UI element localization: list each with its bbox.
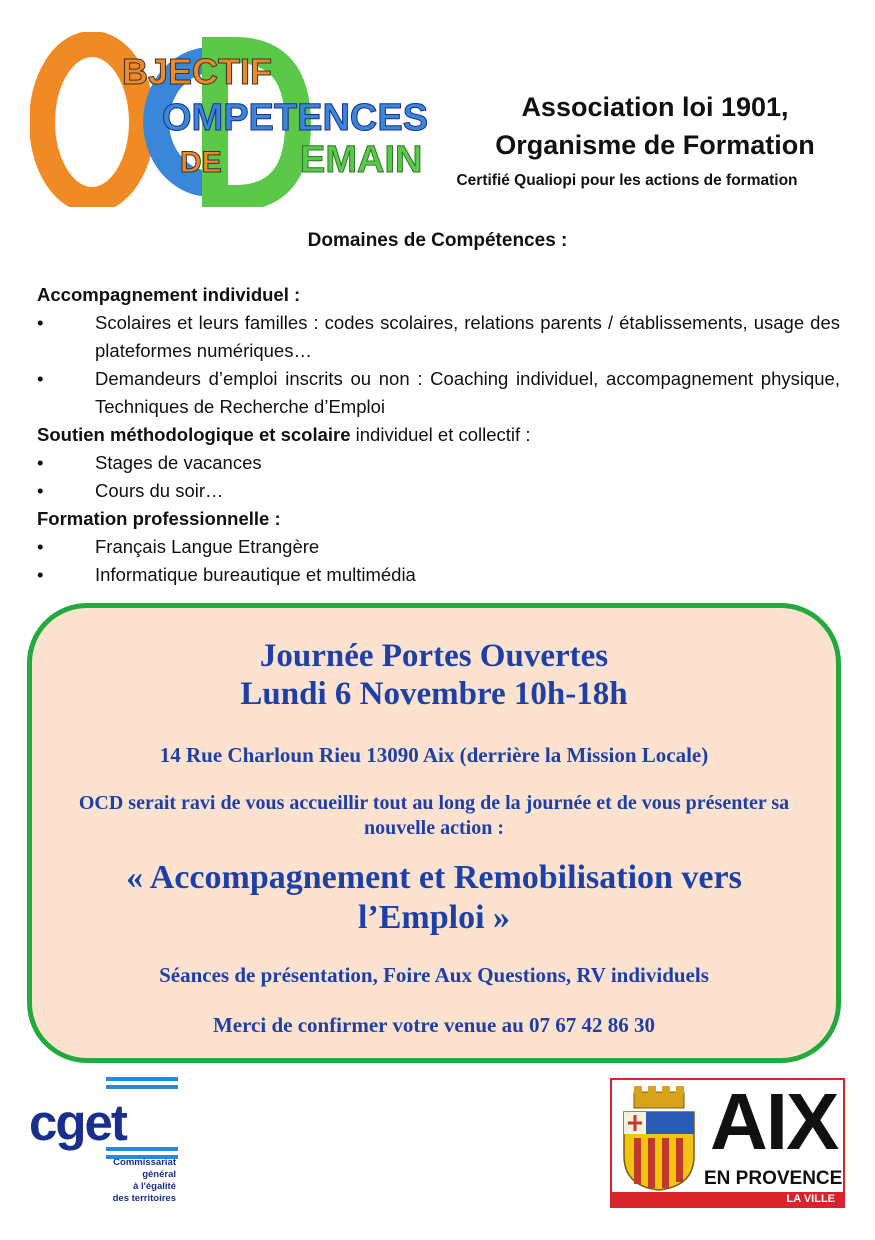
bullet-icon: •	[37, 312, 44, 333]
header-association: Association loi 1901,	[521, 92, 789, 122]
open-day-address: 14 Rue Charloun Rieu 13090 Aix (derrière la Mission Locale)	[159, 743, 709, 767]
domains-title: Domaines de Compétences :	[307, 230, 568, 251]
open-day-box	[27, 603, 841, 1063]
open-day-confirm: Merci de confirmer votre venue au 07 67 42 86 30	[212, 1013, 656, 1037]
crest-icon	[620, 1086, 698, 1192]
cget-word: cget	[29, 1094, 126, 1151]
cget-logo	[24, 1075, 184, 1215]
cget-stripe	[106, 1085, 178, 1089]
section-heading: Accompagnement individuel :	[37, 284, 301, 305]
section-heading: Soutien méthodologique et scolaire individuel et collectif :	[37, 424, 531, 445]
bullet-icon: •	[37, 536, 44, 557]
open-day-action: « Accompagnement et Remobilisation vers l’Emploi »	[126, 859, 742, 936]
bullet-icon: •	[37, 452, 44, 473]
list-item: • Informatique bureautique et multimédia	[37, 561, 840, 589]
aix-logo	[610, 1078, 845, 1208]
open-day-title: Journée Portes Ouvertes	[259, 638, 609, 674]
aix-wordmark: AIX	[710, 1077, 838, 1166]
logo-line3a: DE	[180, 146, 222, 179]
list-item: • Stages de vacances	[37, 449, 840, 477]
header-qualiopi: Certifié Qualiopi pour les actions de formation	[456, 172, 798, 189]
open-day-sessions: Séances de présentation, Foire Aux Questions, RV individuels	[159, 963, 709, 987]
cget-caption: Commissariat général à l'égalité des territoires	[112, 1157, 176, 1204]
logo-line1: BJECTIF	[122, 51, 273, 92]
ocd-logo	[30, 32, 430, 207]
aix-ville: LA VILLE	[786, 1193, 835, 1205]
bullet-icon: •	[37, 368, 44, 389]
logo-line3b: EMAIN	[300, 139, 423, 181]
list-item: • Français Langue Etrangère	[37, 533, 840, 561]
list-item: • Demandeurs d’emploi inscrits ou non : Coaching individuel, accompagnement physique, Techniques de Recherche d’Emploi	[37, 365, 840, 421]
list-item: • Scolaires et leurs familles : codes scolaires, relations parents / établissements, usage des plateformes numériques…	[37, 309, 840, 365]
section-heading: Formation professionnelle :	[37, 508, 281, 529]
logo-line2: OMPETENCES	[162, 97, 429, 139]
open-day-intro: OCD serait ravi de vous accueillir tout au long de la journée et de vous présenter sa nouvelle action :	[78, 792, 790, 839]
list-item: • Cours du soir…	[37, 477, 840, 505]
cget-stripe	[106, 1077, 178, 1081]
bullet-icon: •	[37, 480, 44, 501]
aix-provence: EN PROVENCE	[704, 1168, 843, 1189]
domains-list	[37, 281, 840, 589]
bullet-icon: •	[37, 564, 44, 585]
open-day-date: Lundi 6 Novembre 10h-18h	[240, 676, 628, 712]
header-organisme: Organisme de Formation	[495, 130, 815, 160]
